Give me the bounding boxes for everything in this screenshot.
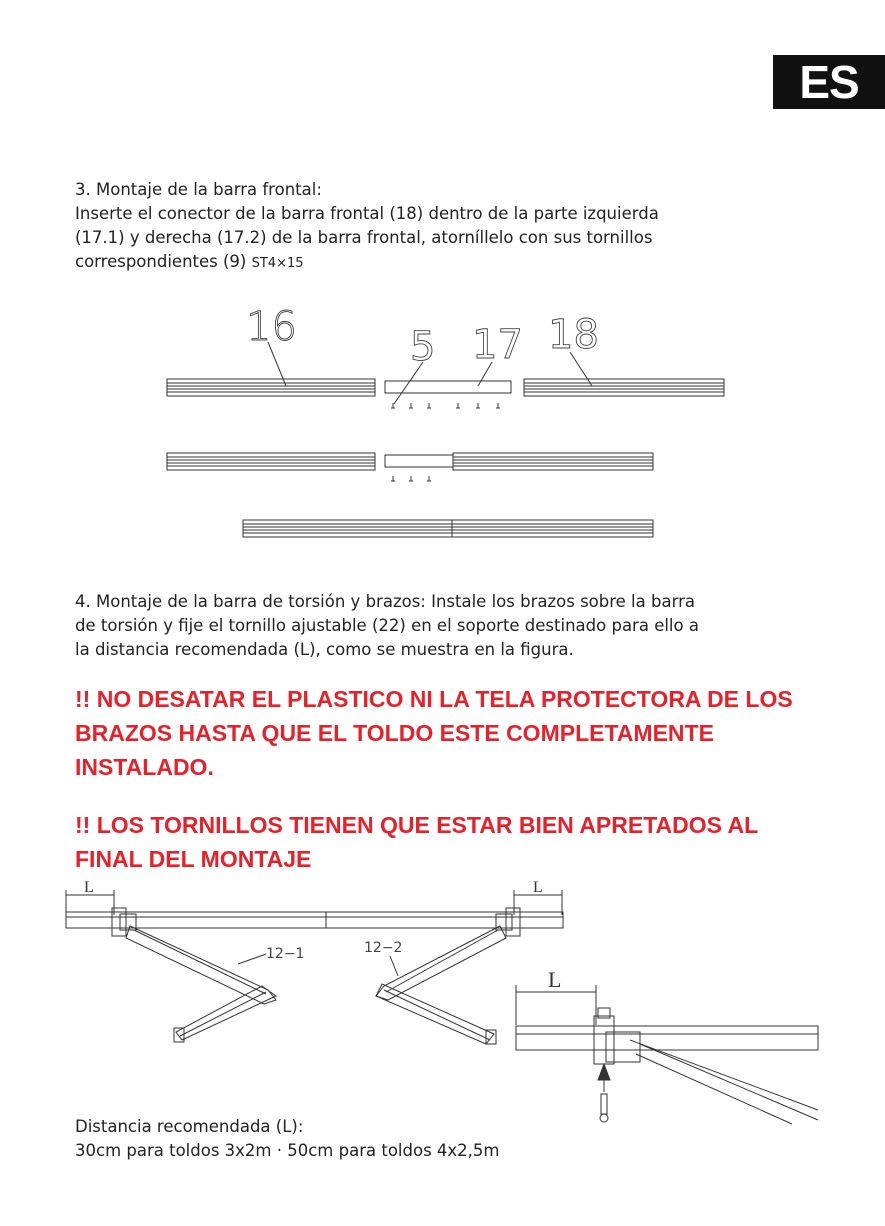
- section-4-line-3: la distancia recomendada (L), como se muestra en la figura.: [75, 640, 574, 659]
- warning-1: [75, 682, 855, 784]
- arm-label-12-1: 12−1: [266, 946, 305, 962]
- arm-12-2: [364, 908, 520, 1044]
- section-4-text: [75, 590, 699, 662]
- connector-17-row1: [385, 381, 511, 393]
- warning-1-line-3: INSTALADO.: [75, 754, 214, 780]
- dim-label-detail: L: [548, 967, 562, 992]
- section-3-line-3-text: correspondientes (9): [75, 252, 247, 271]
- warning-1-line-2: BRAZOS HASTA QUE EL TOLDO ESTE COMPLETAMENTE: [75, 720, 714, 746]
- bar-18-row1: [524, 379, 724, 396]
- language-badge: ES: [773, 55, 885, 109]
- footer-text: [75, 1115, 499, 1163]
- bar-16-row2: [167, 453, 375, 470]
- warning-2-line-1: !! LOS TORNILLOS TIENEN QUE ESTAR BIEN APRETADOS AL: [75, 812, 759, 838]
- dim-label-right: L: [533, 879, 543, 896]
- warning-2: [75, 808, 855, 876]
- front-bar-assembly-diagram: [0, 0, 885, 560]
- footer-line-1: Distancia recomendada (L):: [75, 1117, 304, 1136]
- arm-12-1: [112, 908, 304, 1042]
- section-4-line-1: 4. Montaje de la barra de torsión y brazos: Instale los brazos sobre la barra: [75, 592, 695, 611]
- screws-row1: [391, 403, 500, 408]
- assembled-bar-row3: [243, 520, 653, 537]
- section-3-line-2: (17.1) y derecha (17.2) de la barra frontal, atorníllelo con sus tornillos: [75, 228, 653, 247]
- footer-line-2: 30cm para toldos 3x2m · 50cm para toldos 4x2,5m: [75, 1141, 500, 1160]
- label-18: 18: [548, 312, 599, 358]
- detail-view: [516, 967, 818, 1124]
- connector-17-row2: [385, 455, 453, 467]
- label-17: 17: [472, 322, 523, 368]
- section-4-line-2: de torsión y fije el tornillo ajustable (22) en el soporte destinado para ello a: [75, 616, 699, 635]
- label-16: 16: [246, 304, 297, 350]
- section-3-line-1: Inserte el conector de la barra frontal (18) dentro de la parte izquierda: [75, 204, 659, 223]
- warning-1-line-1: !! NO DESATAR EL PLASTICO NI LA TELA PROTECTORA DE LOS: [75, 686, 793, 712]
- screw-code: ST4×15: [251, 256, 304, 271]
- label-5: 5: [410, 324, 436, 370]
- bar-18-row2: [453, 453, 653, 470]
- dim-label-left: L: [84, 879, 94, 896]
- screws-row2: [391, 476, 431, 481]
- torsion-bar: [66, 912, 563, 928]
- bar-16-row1: [167, 379, 375, 396]
- arm-label-12-2: 12−2: [364, 940, 403, 956]
- warning-2-line-2: FINAL DEL MONTAJE: [75, 846, 312, 872]
- section-3-title: 3. Montaje de la barra frontal:: [75, 180, 322, 199]
